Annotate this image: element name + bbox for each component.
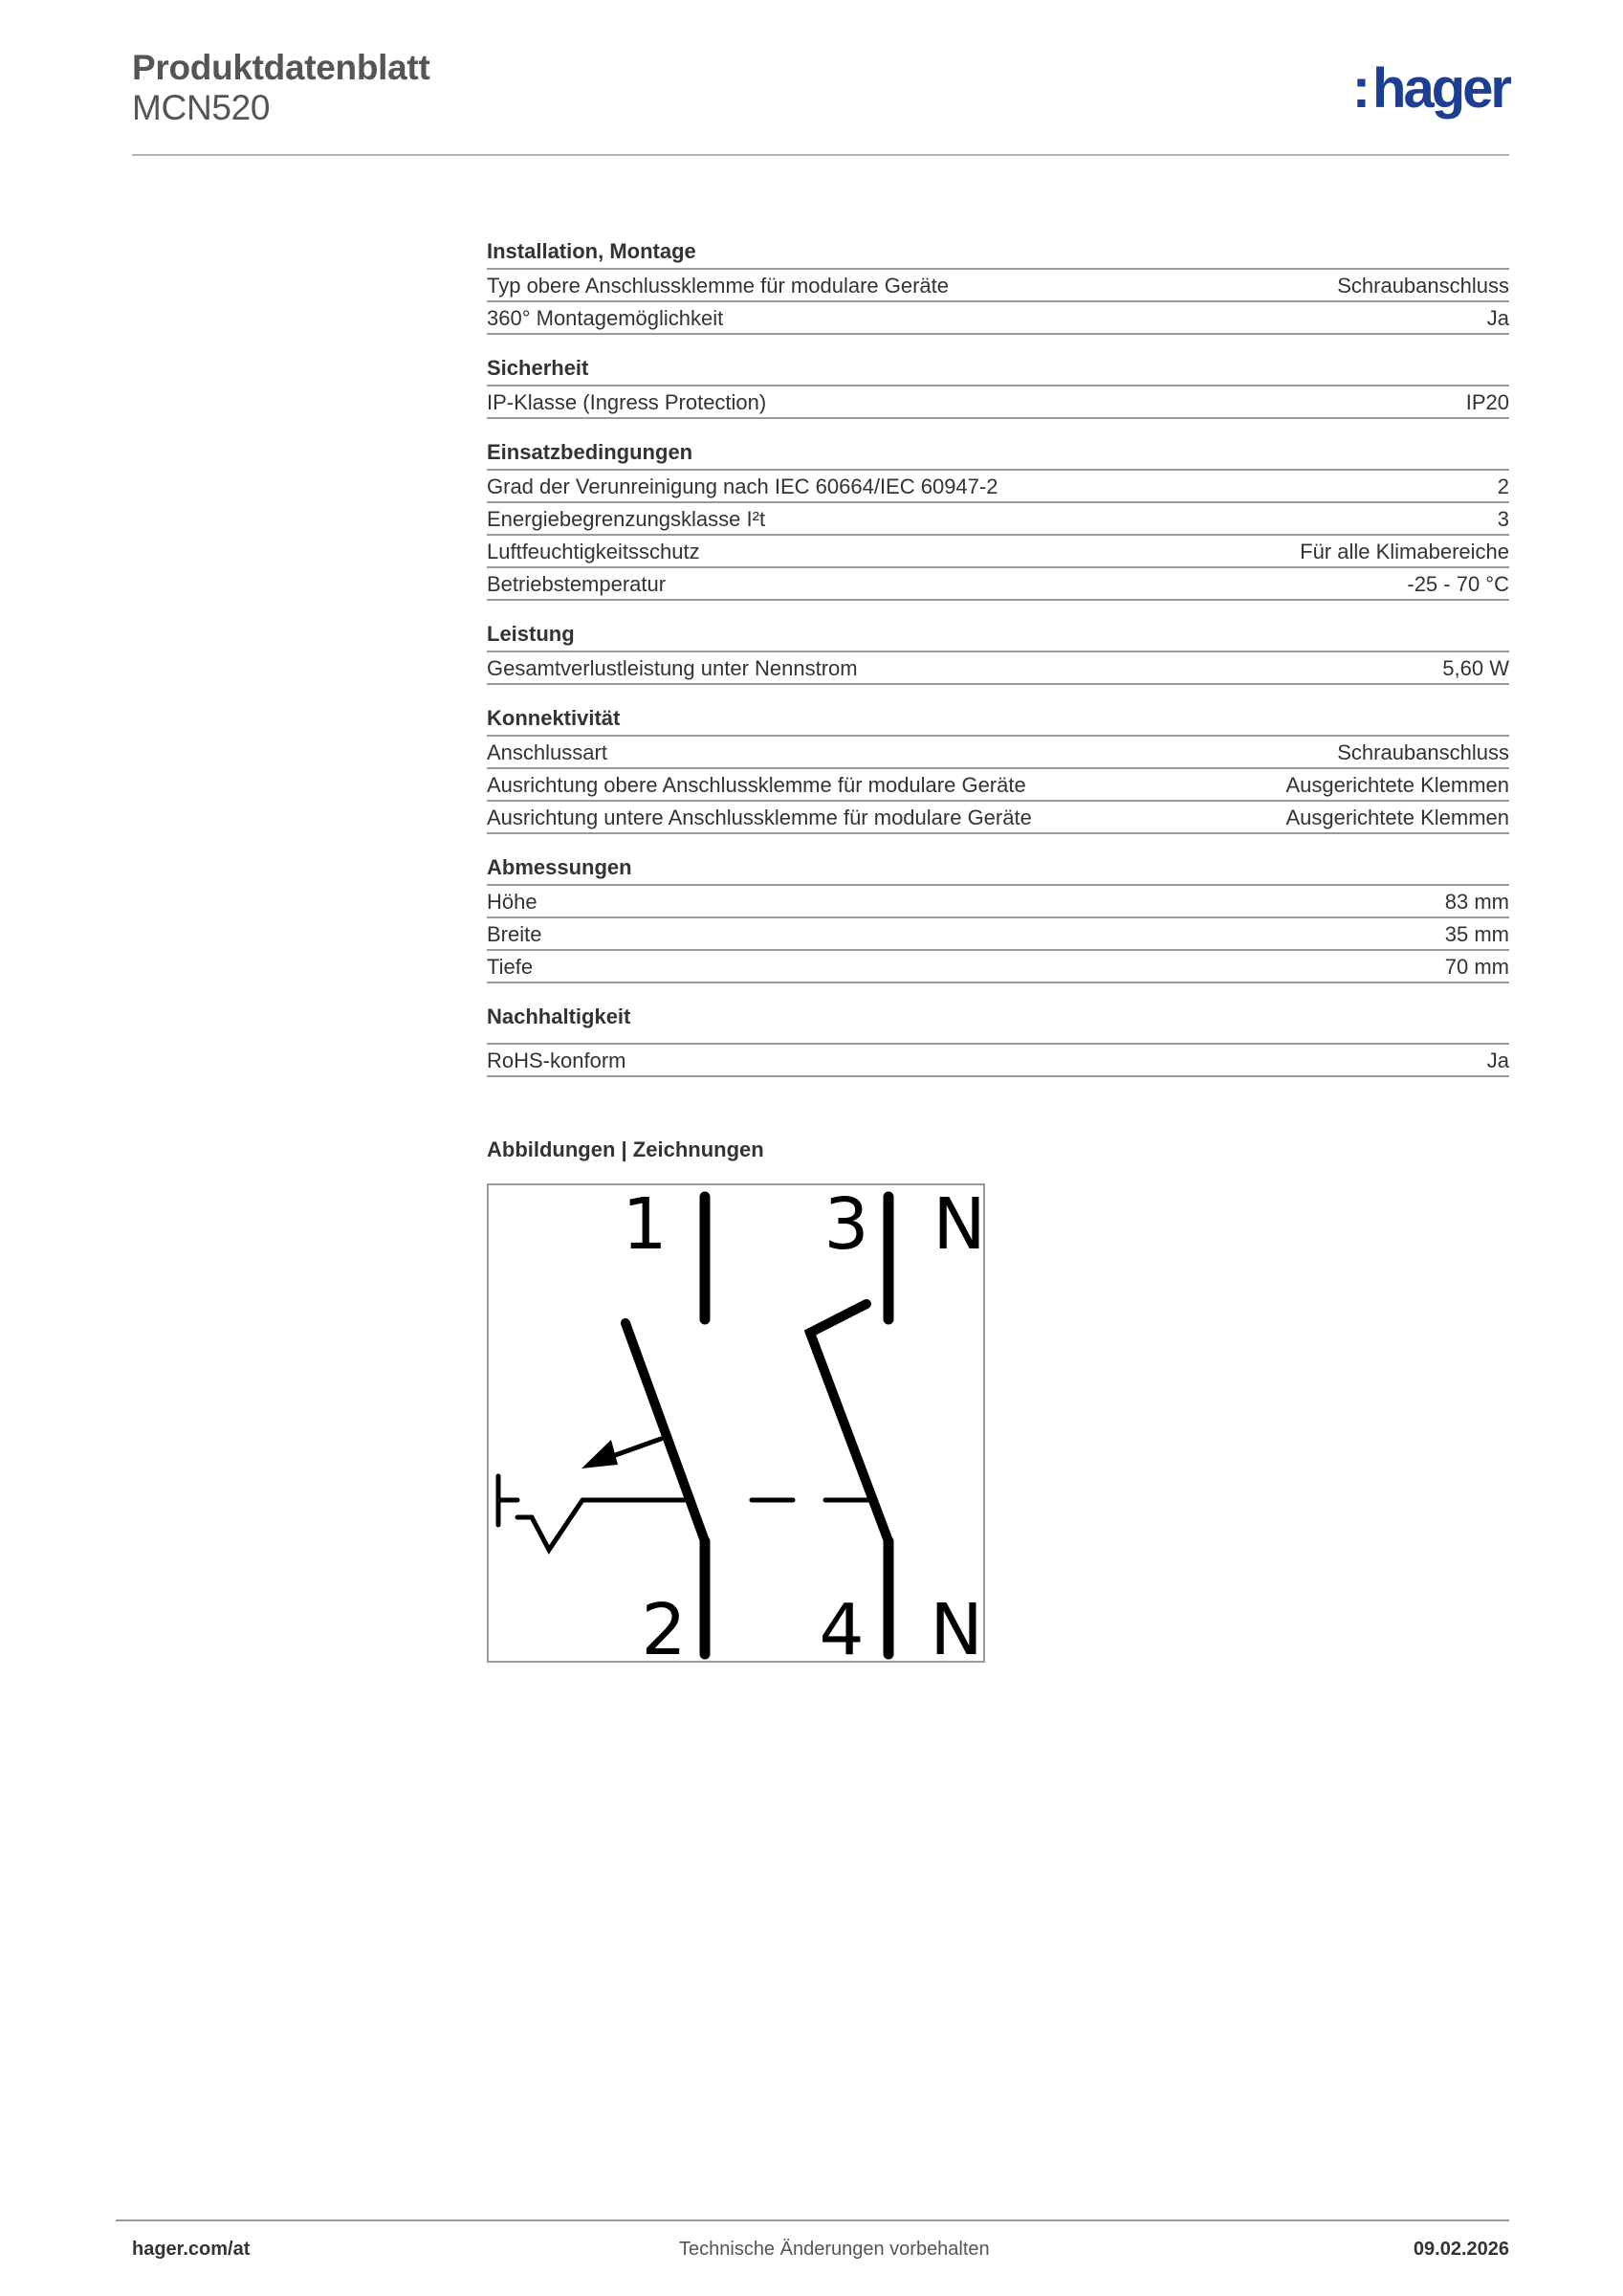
spec-table xyxy=(487,239,1509,1098)
brand-name: hager xyxy=(1372,57,1509,120)
spec-label: IP-Klasse (Ingress Protection) xyxy=(487,390,767,414)
spec-row xyxy=(487,386,1509,419)
footer-divider xyxy=(116,2219,1509,2221)
spec-group-title: Konnektivität xyxy=(487,706,1509,737)
spec-value: Ausgerichtete Klemmen xyxy=(1285,773,1509,797)
spec-label: Anschlussart xyxy=(487,740,607,764)
trip-arrow-head xyxy=(581,1440,618,1468)
spec-value: Ausgerichtete Klemmen xyxy=(1285,806,1509,829)
spec-value: 83 mm xyxy=(1444,890,1509,914)
spec-row xyxy=(487,302,1509,335)
spec-row xyxy=(487,471,1509,503)
spec-row xyxy=(487,1045,1509,1077)
pole2-switch-blade xyxy=(810,1304,888,1541)
spec-group-title: Nachhaltigkeit xyxy=(487,1004,1509,1045)
spec-value: Ja xyxy=(1486,306,1509,330)
spec-row xyxy=(487,737,1509,769)
header-divider xyxy=(132,154,1509,156)
spec-label: Typ obere Anschlussklemme für modulare Geräte xyxy=(487,274,950,298)
spec-value: 70 mm xyxy=(1444,955,1509,979)
spec-group-title: Installation, Montage xyxy=(487,239,1509,270)
spec-value: -25 - 70 °C xyxy=(1407,572,1509,596)
spec-value: Schraubanschluss xyxy=(1337,274,1509,298)
page-header xyxy=(132,48,1509,155)
spec-label: 360° Montagemöglichkeit xyxy=(487,306,724,330)
spec-row xyxy=(487,918,1509,951)
terminal-label-4: 4 xyxy=(819,1589,865,1661)
spec-label: Ausrichtung obere Anschlussklemme für modulare Geräte xyxy=(487,773,1026,797)
spec-value: IP20 xyxy=(1465,390,1509,414)
spec-row xyxy=(487,503,1509,536)
pole1-switch-blade xyxy=(625,1323,705,1541)
spec-group-title: Leistung xyxy=(487,622,1509,652)
spec-label: Grad der Verunreinigung nach IEC 60664/IEC 60947-2 xyxy=(487,475,998,498)
spec-label: Höhe xyxy=(487,890,537,914)
spec-row xyxy=(487,568,1509,601)
terminal-label-n-bottom: N xyxy=(930,1589,983,1661)
spec-group-performance xyxy=(487,622,1509,685)
spec-row xyxy=(487,536,1509,568)
spec-row xyxy=(487,270,1509,302)
spec-row xyxy=(487,769,1509,802)
terminal-label-3: 3 xyxy=(823,1185,869,1266)
terminal-label-1: 1 xyxy=(622,1185,668,1266)
terminal-label-2: 2 xyxy=(641,1589,687,1661)
spec-row xyxy=(487,951,1509,983)
spec-group-sustainability xyxy=(487,1004,1509,1077)
footer-note: Technische Änderungen vorbehalten xyxy=(679,2239,990,2260)
footer-website: hager.com/at xyxy=(132,2239,251,2260)
document-title: Produktdatenblatt xyxy=(132,48,430,87)
terminal-label-n-top: N xyxy=(932,1185,983,1266)
spec-label: Energiebegrenzungsklasse I²t xyxy=(487,507,766,531)
footer-date: 09.02.2026 xyxy=(1413,2239,1509,2260)
spec-row xyxy=(487,652,1509,685)
spec-label: Luftfeuchtigkeitsschutz xyxy=(487,540,700,563)
spec-group-title: Abmessungen xyxy=(487,855,1509,886)
figures-title: Abbildungen | Zeichnungen xyxy=(487,1137,764,1161)
spec-label: Tiefe xyxy=(487,955,534,979)
spec-value: 3 xyxy=(1497,507,1509,531)
spec-group-installation xyxy=(487,239,1509,335)
spec-group-conditions xyxy=(487,440,1509,601)
spec-group-title: Sicherheit xyxy=(487,356,1509,386)
spec-label: Betriebstemperatur xyxy=(487,572,667,596)
hager-logo: :hager xyxy=(1351,57,1509,120)
circuit-diagram xyxy=(487,1183,985,1663)
spec-row xyxy=(487,802,1509,834)
spec-label: Gesamtverlustleistung unter Nennstrom xyxy=(487,656,858,680)
spec-label: RoHS-konform xyxy=(487,1049,626,1072)
trip-unit-symbol xyxy=(517,1500,582,1550)
spec-value: Schraubanschluss xyxy=(1337,740,1509,764)
spec-group-title: Einsatzbedingungen xyxy=(487,440,1509,471)
spec-value: 5,60 W xyxy=(1442,656,1509,680)
spec-value: Ja xyxy=(1486,1049,1509,1072)
spec-value: Für alle Klimabereiche xyxy=(1300,540,1509,563)
spec-value: 2 xyxy=(1497,475,1509,498)
spec-label: Breite xyxy=(487,922,542,946)
spec-group-safety xyxy=(487,356,1509,419)
spec-value: 35 mm xyxy=(1444,922,1509,946)
spec-label: Ausrichtung untere Anschlussklemme für modulare Geräte xyxy=(487,806,1032,829)
product-code: MCN520 xyxy=(132,88,271,127)
spec-group-connectivity xyxy=(487,706,1509,834)
spec-group-dimensions xyxy=(487,855,1509,983)
spec-row xyxy=(487,886,1509,918)
